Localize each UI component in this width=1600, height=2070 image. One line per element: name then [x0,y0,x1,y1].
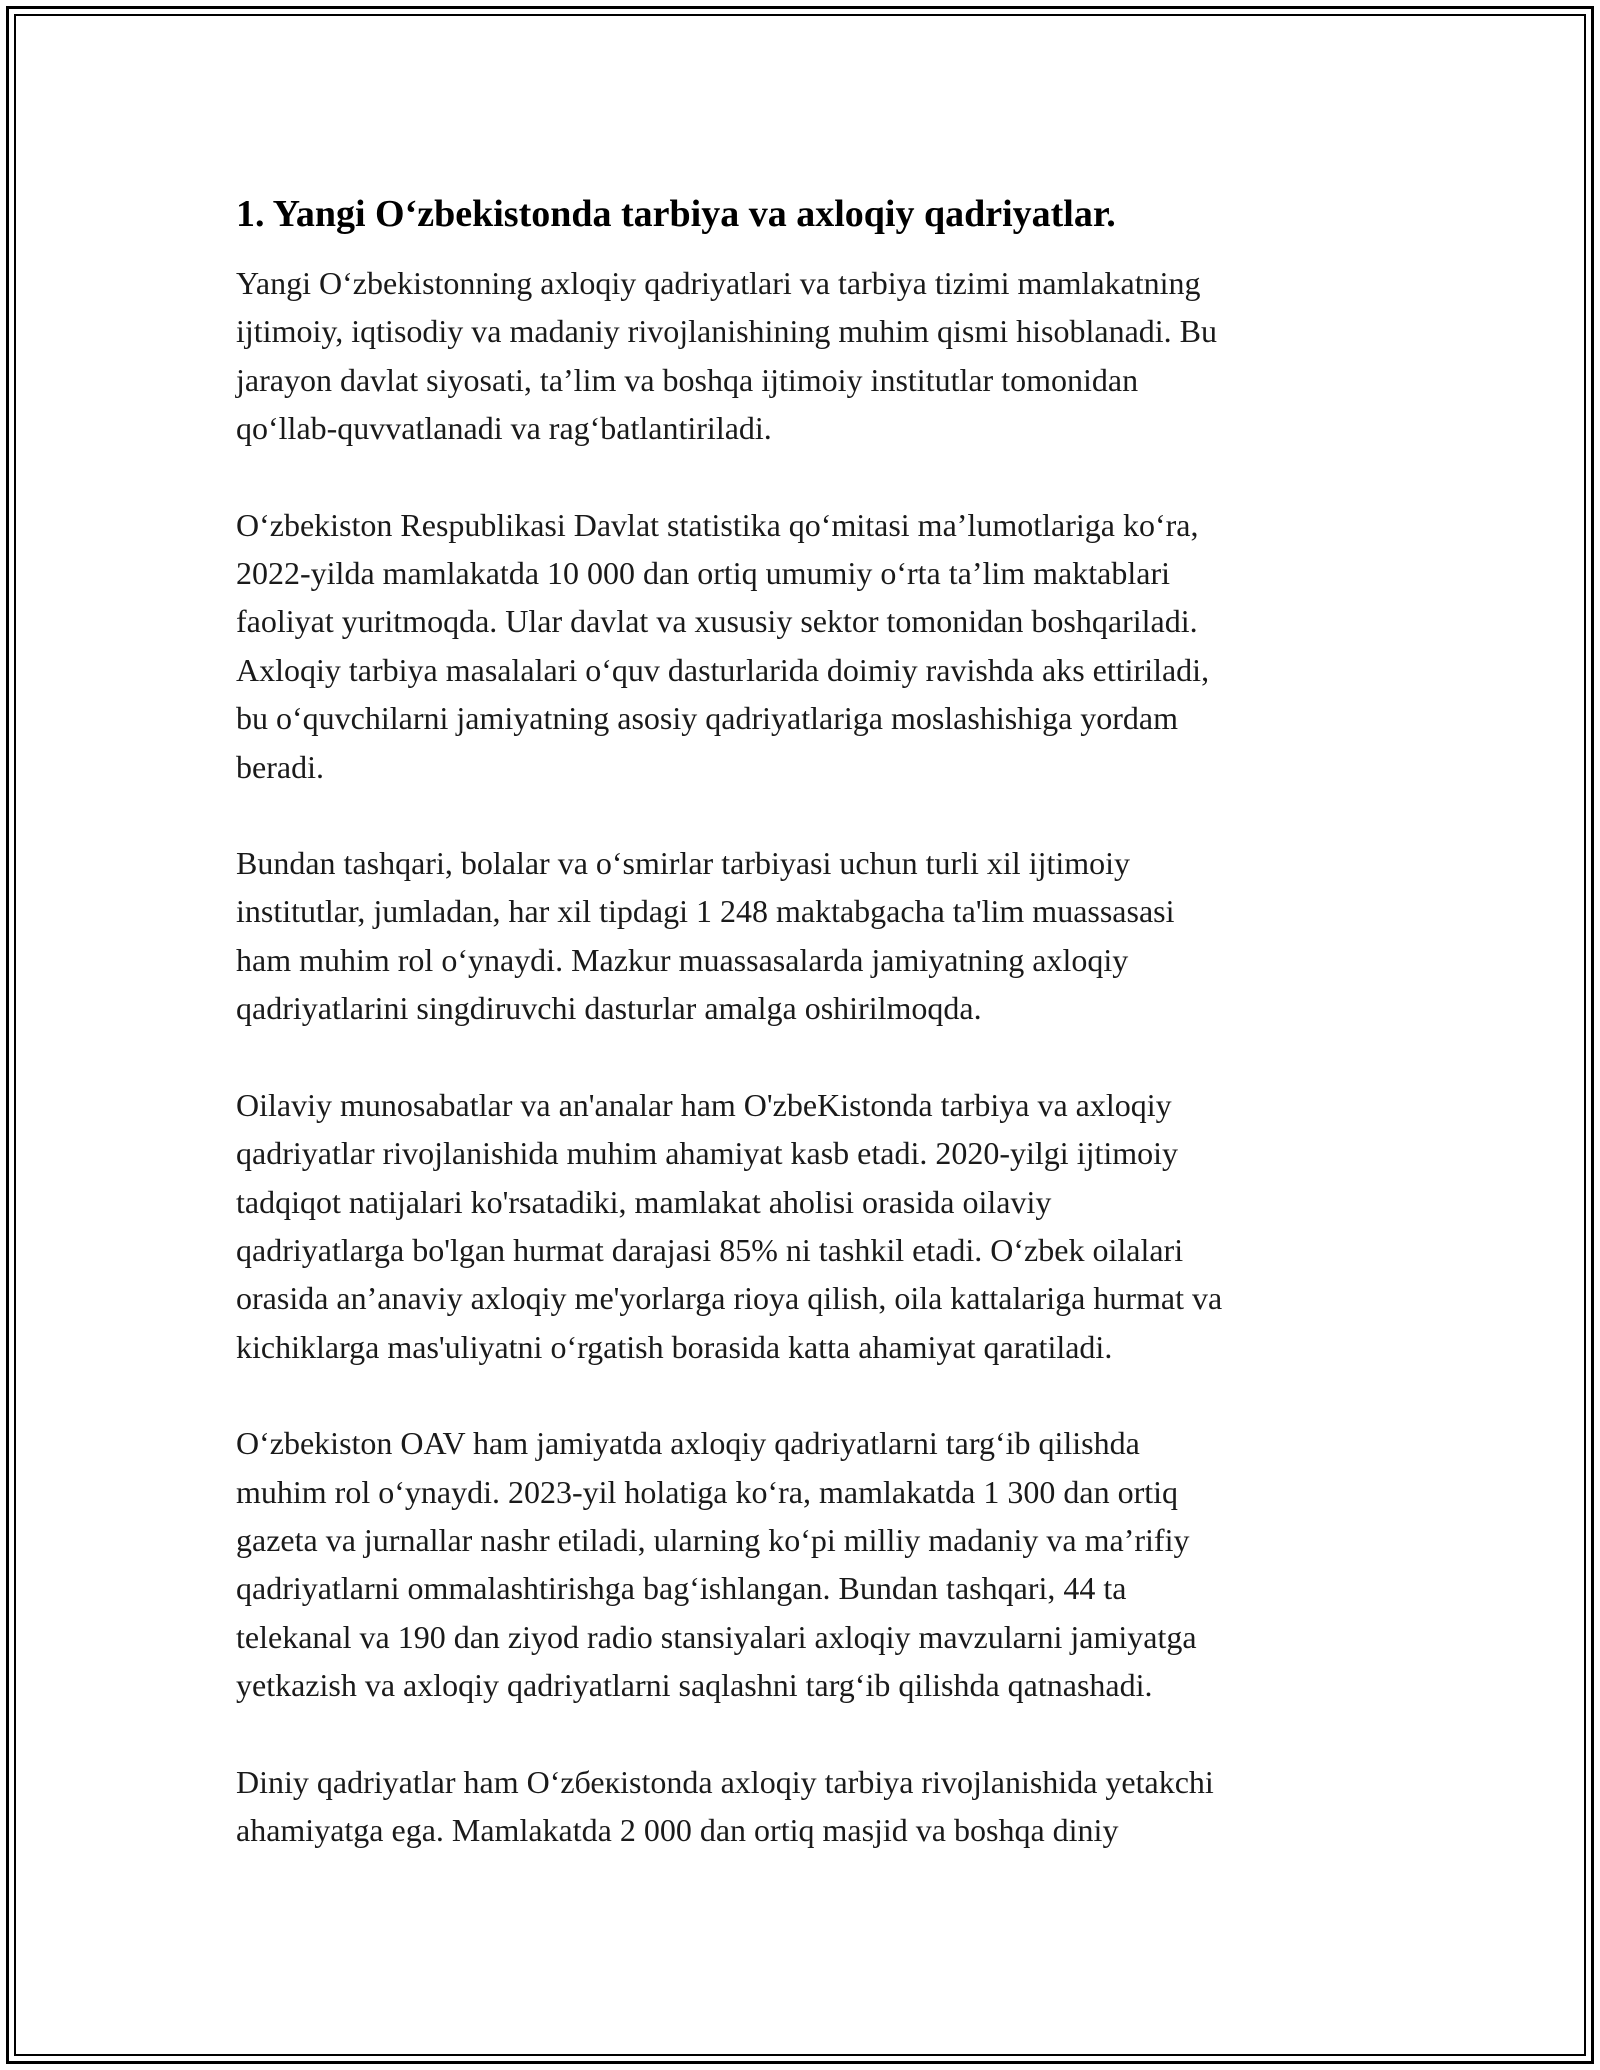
paragraph-5 [236,1419,1396,1709]
paragraph-line: 2022-yilda mamlakatda 10 000 dan ortiq umumiy o‘rta ta’lim maktablari [236,555,1170,592]
section-heading: 1. Yangi O‘zbekistonda tarbiya va axloqiy qadriyatlar. [236,193,1116,235]
paragraph-line: O‘zbekiston OAV ham jamiyatda axloqiy qadriyatlarni targ‘ib qilishda [236,1425,1140,1462]
paragraph-line: tadqiqot natijalari ko'rsatadiki, mamlakat aholisi orasida oilaviy [236,1183,1052,1220]
paragraph-2 [236,501,1396,791]
paragraph-line: ham muhim rol o‘ynaydi. Mazkur muassasalarda jamiyatning axloqiy [236,941,1129,978]
paragraph-line: Bundan tashqari, bolalar va o‘smirlar tarbiyasi uchun turli xil ijtimoiy [236,845,1131,882]
paragraph-1 [236,259,1396,453]
paragraph-4 [236,1081,1396,1371]
paragraph-line: ijtimoiy, iqtisodiy va madaniy rivojlanishining muhim qismi hisoblanadi. Bu [236,313,1217,350]
paragraph-line: jarayon davlat siyosati, ta’lim va boshqa ijtimoiy institutlar tomonidan [236,361,1139,398]
paragraph-line: Yangi O‘zbekistonning axloqiy qadriyatlari va tarbiya tizimi mamlakatning [236,265,1201,301]
paragraph-line: qo‘llab-quvvatlanadi va rag‘batlantiriladi. [236,410,772,447]
paragraph-line: qadriyatlarni ommalashtirishga bag‘ishlangan. Bundan tashqari, 44 ta [236,1570,1127,1607]
paragraph-line: gazeta va jurnallar nashr etiladi, ularning ko‘pi milliy madaniy va ma’rifiy [236,1521,1190,1558]
paragraph-line: institutlar, jumladan, har xil tipdagi 1 248 maktabgacha ta'lim muassasasi [236,893,1175,930]
paragraph-line: bu o‘quvchilarni jamiyatning asosiy qadriyatlariga moslashishiga yordam [236,700,1179,737]
paragraph-line: telekanal va 190 dan ziyod radio stansiyalari axloqiy mavzularni jamiyatga [236,1618,1197,1655]
paragraph-line: Axloqiy tarbiya masalalari o‘quv dasturlarida doimiy ravishda aks ettiriladi, [236,651,1210,688]
paragraph-line: Diniy qadriyatlar ham O‘zбекistonda axloqiy tarbiya rivojlanishida yetakchi [236,1763,1214,1800]
paragraph-line: kichiklarga mas'uliyatni o‘rgatish borasida katta ahamiyat qaratiladi. [236,1328,1113,1365]
paragraph-line: yetkazish va axloqiy qadriyatlarni saqlashni targ‘ib qilishda qatnashadi. [236,1667,1153,1704]
paragraph-line: muhim rol o‘ynaydi. 2023-yil holatiga ko‘ra, mamlakatda 1 300 dan ortiq [236,1473,1179,1510]
paragraph-line: qadriyatlarini singdiruvchi dasturlar amalga oshirilmoqda. [236,990,982,1027]
paragraph-line: Oilaviy munosabatlar va an'analar ham O'zbeKistonda tarbiya va axloqiy [236,1086,1172,1123]
paragraph-line: beradi. [236,748,324,785]
paragraph-line: qadriyatlarga bo'lgan hurmat darajasi 85% ni tashkil etadi. O‘zbek oilalari [236,1231,1184,1268]
paragraph-line: orasida an’anaviy axloqiy me'yorlarga rioya qilish, oila kattalariga hurmat va [236,1280,1223,1317]
paragraph-line: qadriyatlar rivojlanishida muhim ahamiyat kasb etadi. 2020-yilgi ijtimoiy [236,1135,1179,1172]
paragraph-line: O‘zbekiston Respublikasi Davlat statistika qo‘mitasi ma’lumotlariga ko‘ra, [236,506,1199,543]
paragraph-6 [236,1758,1396,1855]
paragraph-line: faoliyat yuritmoqda. Ular davlat va xususiy sektor tomonidan boshqariladi. [236,603,1198,640]
paragraph-line: ahamiyatga ega. Mamlakatda 2 000 dan ortiq masjid va boshqa diniy [236,1811,1119,1848]
paragraph-3 [236,839,1396,1033]
document-body [236,190,1396,1902]
